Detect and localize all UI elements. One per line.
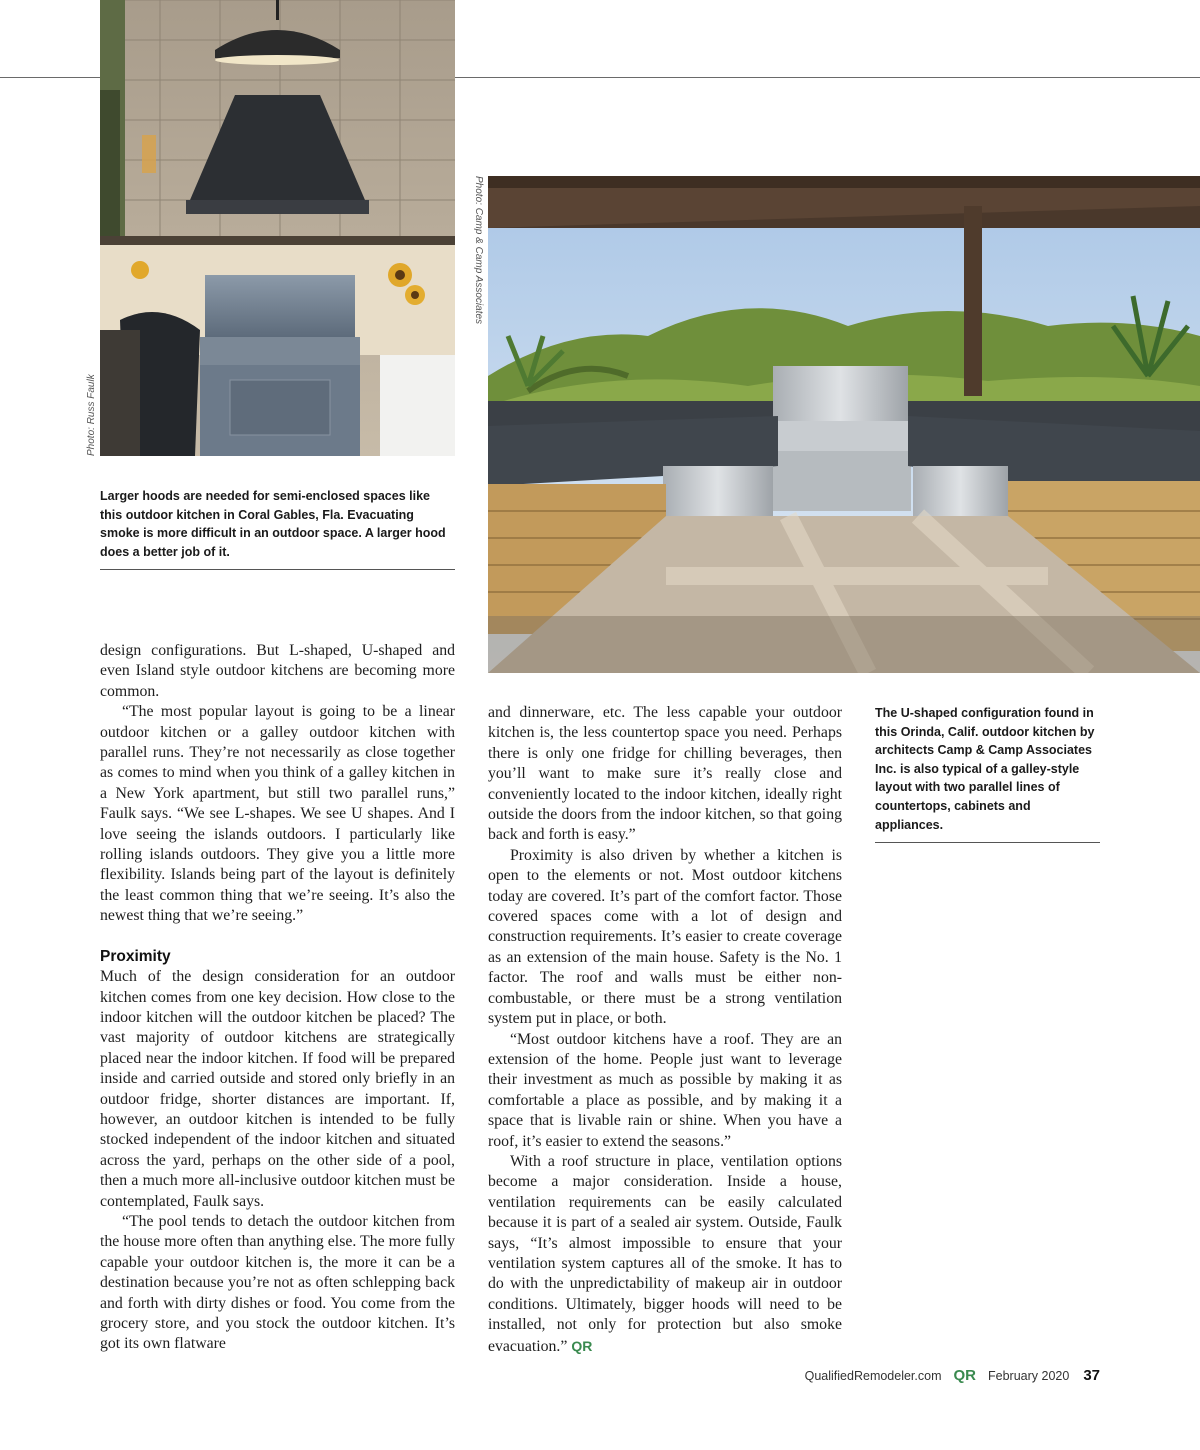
paragraph: and dinnerware, etc. The less capable your outdoor kitchen is, the less countertop space you need. Perhaps there is only one fridge for chilling beverages, then you’ll want to make sure it’s really close and conveniently located to the indoor kitchen, ideally right outside the doors from the indoor kitchen, so that going back and forth is easy.” bbox=[488, 704, 842, 844]
paragraph: “The pool tends to detach the outdoor kitchen from the house more often than anything else. The more fully capable your outdoor kitchen is, the more it can be a destination because you’re not as often schlepping back and forth with dirty dishes or food. You come from the grocery store, and you stock the outdoor kitchen. It’s got its own flatware bbox=[100, 1212, 455, 1353]
caption-right-photo: The U-shaped configuration found in this Orinda, Calif. outdoor kitchen by architects Camp & Camp Associates Inc. is also typical of a galley-style layout with two parallel lines of countertops, cabinets and appliances. bbox=[875, 704, 1100, 843]
paragraph: “Most outdoor kitchens have a roof. They are an extension of the home. People just want to leverage their investment as much as possible by making it as comfortable a place as possible, and by making it a space that is livable rain or shine. When you have a roof, it’s easier to extend the seasons.” bbox=[488, 1030, 842, 1150]
paragraph-final bbox=[488, 1152, 842, 1357]
paragraph: Much of the design consideration for an outdoor kitchen comes from one key decision. How close to the indoor kitchen will the outdoor kitchen be placed? The vast majority of outdoor kitchens are strategically placed near the indoor kitchen. If food will be prepared inside and carried outside and stored only briefly in an outdoor fridge, shorter distances are important. If, however, an outdoor kitchen is intended to be fully stocked independent of the indoor kitchen and situated across the yard, perhaps on the other side of a pool, then a much more all-inclusive outdoor kitchen must be contemplated, Faulk says. bbox=[100, 968, 455, 1210]
photo-coral-gables-kitchen bbox=[100, 0, 455, 456]
paragraph-final-text: With a roof structure in place, ventilation options become a major consideration. Inside a house, ventilation requirements can be easily calculated because it is part of a sealed air system. Outside, Faulk says, “It’s almost impossible to ensure that your ventilation system captures all of the smoke. It has to do with the unpredictability of makeup air in outdoor conditions. Ultimately, bigger hoods will need to be installed, not only for protection but also smoke evacuation.” bbox=[488, 1152, 842, 1355]
end-mark: QR bbox=[571, 1337, 593, 1354]
section-heading-proximity: Proximity bbox=[100, 947, 171, 965]
page-footer bbox=[805, 1367, 1100, 1384]
photo-orinda-kitchen bbox=[488, 176, 1200, 673]
footer-site: QualifiedRemodeler.com bbox=[804, 1369, 942, 1383]
photo-credit-left: Photo: Russ Faulk bbox=[86, 374, 97, 456]
article-column-1 bbox=[100, 641, 455, 1355]
page-number: 37 bbox=[1083, 1367, 1100, 1384]
paragraph: design configurations. But L-shaped, U-shaped and even Island style outdoor kitchens are becoming more common. bbox=[100, 642, 455, 700]
article-column-2 bbox=[488, 703, 842, 1357]
kitchen-hood-image bbox=[100, 0, 455, 456]
photo-credit-right: Photo: Camp & Camp Associates bbox=[473, 176, 484, 325]
paragraph: “The most popular layout is going to be a linear outdoor kitchen or a galley outdoor kitchen with parallel runs. They’re not necessarily as close together as comes to mind when you think of a galley kitchen in a New York apartment, but still two parallel runs,” Faulk says. “We see L-shapes. We see U shapes. And I love seeing the islands outdoors. I particularly like rolling islands outdoors. They give you a little more flexibility. Islands being part of the layout is definitely the least common thing that we’re seeing. It’s also the newest thing that we’re seeing.” bbox=[100, 703, 455, 925]
paragraph: Proximity is also driven by whether a kitchen is open to the elements or not. Most outdoor kitchens today are covered. It’s part of the comfort factor. Those covered spaces come with a lot of design and construction requirements. It’s easier to create coverage as an extension of the main house. Safety is the No. 1 factor. The roof and walls must be either non-combustable, or there must be a strong ventilation system put in place, or both. bbox=[488, 846, 842, 1028]
footer-date: February 2020 bbox=[988, 1369, 1070, 1383]
caption-left-photo: Larger hoods are needed for semi-enclosed spaces like this outdoor kitchen in Coral Gables, Fla. Evacuating smoke is more difficult in an outdoor space. A larger hood does a better job of it. bbox=[100, 487, 455, 570]
u-shaped-kitchen-image bbox=[488, 176, 1200, 673]
footer-logo: QR bbox=[953, 1367, 976, 1384]
